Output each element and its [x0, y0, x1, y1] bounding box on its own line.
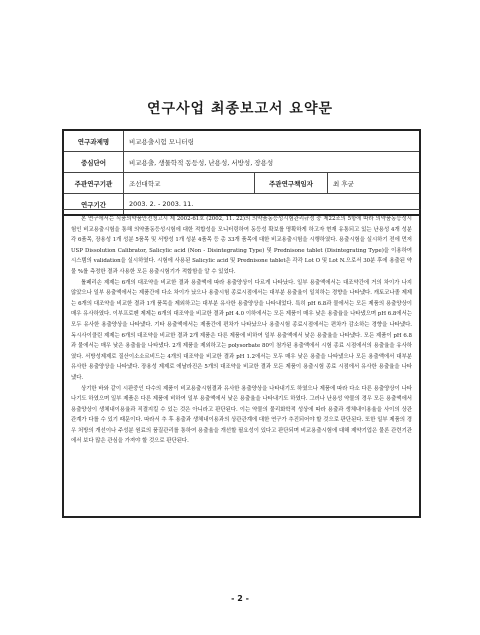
- org-label: 주관연구기관: [63, 173, 124, 194]
- task-value: 비교용출시험 모니터링: [124, 130, 421, 152]
- page-title: 연구사업 최종보고서 요약문: [146, 101, 334, 117]
- summary-info-table: [62, 129, 421, 216]
- lead-label: 주관연구책임자: [255, 173, 328, 194]
- task-label: 연구과제명: [63, 130, 124, 152]
- summary-paragraph: 본 연구에서는 식품의약품안전청고시 제 2002-61호 (2002, 11. 22)의 의약품동등성시험관리규정 중 제22조의 5항에 따라 의약품동등성시험인 비교용출시험을 통해 의약품동등성시험에 대한 적합성을 모니터링하여 동등성 확보를 명확하게 하고자 현재 유통되고 있는 난용성 4개 성분 각 6품목, 장용성 1개 성분 5품목 및 서방성 1개 성분 4품목 등 총 33개 품목에 대한 비교용출시험을 시행하였다. 용출시험을 실시하기 전에 먼저 USP Dissolution Calibrator, Salicylic acid (Non - Disintegrating Type) 및 Prednisone tablet (Disintegrating Type)을 이용하여 시스템의 validation을 실시하였다. 시험에 사용된 Salicylic acid 및 Prednisone tablet은 각각 Lot O 및 Lot N.으로서 30분 후에 용출된 약물 %를 측정한 결과 사용한 모든 용출시험기가 적합함을 알 수 있었다.: [71, 216, 412, 275]
- period-label: 연구기간: [63, 194, 124, 216]
- summary-body: [62, 209, 421, 518]
- table-row: [63, 173, 420, 194]
- summary-paragraph: 톨페리손 제제는 6개의 대조약을 비교한 결과 용출액에 따라 용출양상이 다르게 나타났다. 일부 용출액에서는 대조약간에 거의 차이가 나지 않았으나 일부 용출액에서는 제품간에 다소 차이가 났으나 용출시험 종료시점에서는 대부분 용출율이 일치하는 경향을 나타냈다. 캐토코나졸 제제는 6개의 대조약을 비교한 결과 1개 품목을 제외하고는 대부분 유사한 용출양상을 나타내었다. 특히 pH 6.8과 물에서는 모든 제품의 용출양상이 매우 유사하였다. 이부프로펜 제제는 6개의 대조약을 비교한 결과 pH 4.0 이하에서는 모든 제품이 매우 낮은 용출율을 나타냈으며 pH 6.8에서는 모두 유사한 용출양상을 나타냈다. 기타 용출액에서는 제품간에 편차가 나타났으나 용출시험 종료시점에서는 편차가 감소하는 경향을 나타냈다. 독시사이클린 제제는 6개의 대조약을 비교한 결과 2개 제품은 다른 제품에 비하여 일부 용출액에서 낮은 용출율을 나타냈다. 모든 제품이 pH 6.8과 물에서는 매우 낮은 용출율을 나타냈다. 2개 제품을 제외하고는 polysorbate 80이 첨가된 용출액에서 시험 종료 시점에서의 용출율을 유사하였다. 서방성제제로 질산이소소르비드는 4개의 대조약을 비교한 결과 pH 1.2에서는 모두 매우 낮은 용출을 나타냈으나 모든 용출액에서 대부분 유사한 용출양상을 나타냈다. 장용성 제제로 에날라진은 5개의 대조약을 비교한 결과 모든 제품이 용출시험 종료 시점에서 유사한 용출율을 나타냈다.: [71, 279, 412, 381]
- period-value: 2003. 2. - 2003. 11.: [124, 194, 421, 216]
- table-row: [63, 130, 420, 152]
- org-value: 조선대학교: [124, 173, 255, 194]
- lead-value: 최 후균: [328, 173, 421, 194]
- summary-paragraph: 상기한 바와 같이 시판중인 다수의 제품이 비교용출시험결과 유사한 용출양상을 나타내기도 하였으나 제품에 따라 다소 다른 용출양상이 나타나기도 하였으며 일부 제품은 다른 제품에 비하여 일부 용출액에서 낮은 용출율을 나타내기도 하였다. 그러나 난용성 약물의 경우 모든 용출액에서 용출양상이 생체내이용율과 직결지킬 수 있는 것은 아니라고 판단된다. 이는 약물의 물리화학적 성상에 따라 용출과 생체내이용율을 사이의 상관관계가 다를 수 있기 때문이다. 따라서 추 후 용출과 생체내이용과의 상관관계에 대한 연구가 추진되어야 할 것으로 판단된다. 또한 일부 제품의 경우 처방의 개선이나 주성분 원료의 품질관리를 통하여 용출율을 개선할 필요성이 있다고 판단되며 비교용출시험에 대해 제약기업은 물론 관련기관에서 보다 많은 관심을 가져야 할 것으로 판단된다.: [71, 385, 412, 445]
- keywords-label: 중심단어: [63, 152, 124, 173]
- table-row: [63, 152, 420, 173]
- page-number: - 2 -: [231, 594, 249, 603]
- keywords-value: 비교용출, 생물학적 동등성, 난용성, 서방성, 장용성: [124, 152, 421, 173]
